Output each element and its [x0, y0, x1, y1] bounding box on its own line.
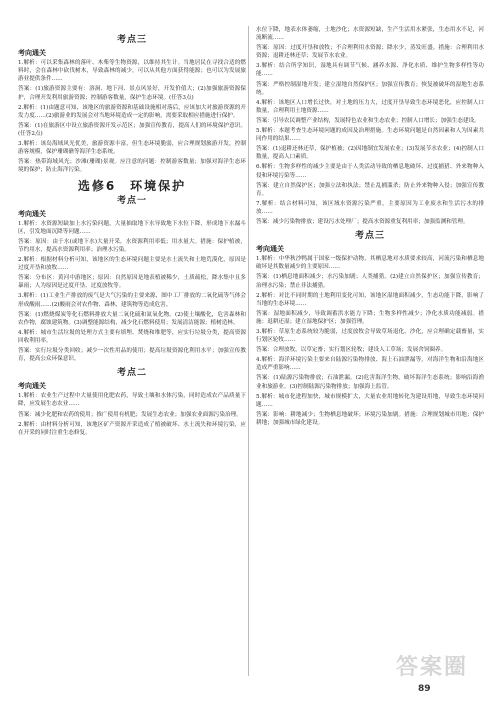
paragraph: 2.解析：根据材料分析可知，该地区的生态环境问题主要是水土流失和土地荒漠化，原因是过度开垦和放牧…… — [18, 257, 246, 272]
section-title: 考点一 — [116, 195, 147, 206]
paragraph: 3.解析：该岛海域风光优美，旅游资源丰富，但生态环境脆弱，应合理规划旅游开发，控制游客规模，保护珊瑚礁等海洋生态系统。 — [18, 141, 246, 156]
right-column — [256, 26, 484, 429]
paragraph: 6.解析：生物多样性的减少主要是由于人类活动导致的栖息地破坏、过度捕猎、外来物种入侵和环境污染等…… — [256, 164, 484, 179]
page-number: 89 — [418, 684, 431, 694]
answer-paragraph: 答案：原因：过度开垦和放牧；不合理利用水资源；降水少，蒸发旺盛。措施：合理利用水资源；退耕还林还草；发展节水农业。 — [256, 45, 484, 60]
paragraph: 1.解析：农业生产过程中大量使用化肥农药，导致土壤和水体污染，同时造成农产品质量下降，应发展生态农业…… — [18, 393, 246, 408]
paragraph: 4.解析：该地区人口增长过快，对土地的压力大，过度开垦导致生态环境恶化，应控制人口数量，合理利用土地资源…… — [256, 99, 484, 114]
paragraph: 1.解析：水资源短缺加上水污染问题，大量抽取地下水导致地下水位下降，形成地下水漏斗区，引发地面沉降等问题…… — [18, 220, 246, 235]
answer-paragraph: 答案：建立自然保护区；加强立法和执法；禁止乱捕滥杀；防止外来物种入侵；加强宣传教育。 — [256, 182, 484, 197]
answer-paragraph: 答案：实行垃圾分类回收；减少一次性用品的使用；提高垃圾资源化利用水平；加强宣传教育，提高公众环保意识。 — [18, 348, 246, 363]
watermark: 答案圈 — [396, 655, 469, 680]
paragraph: 2.解析：对比不同时期的土地利用变化可知，该地区湿地面积减少，生态功能下降，影响了当地的生态环境…… — [256, 292, 484, 307]
answer-paragraph: 答案：(1)退耕还林还草，保护植被；(2)因地制宜发展农业；(3)发展节水农业；(4)控制人口数量，提高人口素质。 — [256, 146, 484, 161]
paragraph: 3.解析：草原生态系统较为脆弱，过度放牧会导致草场退化、沙化，应合理确定载畜量，实行划区轮牧…… — [256, 329, 484, 344]
paragraph: 水位下降，地表水体萎缩，土地沙化；水资源短缺，生产生活用水紧张，生态用水不足，河流断流…… — [256, 27, 484, 42]
answer-paragraph: 答案：(1)陆源污染物排放；石油泄漏。(2)危害海洋生物，破坏海洋生态系统；影响沿海渔业和旅游业。(3)控制陆源污染物排放；加强海上监管。 — [256, 375, 484, 390]
answer-paragraph: 答案：分布区：黄河中游地区；原因：自然原因是地表植被稀少，土质疏松，降水集中且多暴雨；人为原因是过度开垦、过度放牧等。 — [18, 275, 246, 290]
paragraph: 5.解析：城市化进程加快，城市规模扩大，大量农业用地转化为建设用地，导致生态环境问题…… — [256, 393, 484, 408]
paragraph: 5.解析：本题考查生态环境问题的成因及治理措施。生态环境问题是自然因素和人为因素共同作用的结果…… — [256, 128, 484, 143]
paragraph: 4.解析：海洋环境污染主要来自陆源污染物排放、海上石油泄漏等，对海洋生物和沿海地区造成严重影响…… — [256, 357, 484, 372]
answer-paragraph: 答案：影响：耕地减少；生物栖息地破坏；环境污染加剧。措施：合理规划城市用地；保护耕地；加强城市绿化建设。 — [256, 411, 484, 426]
paragraph: 7.解析：结合材料可知，该区域水资源污染严重，主要原因为工业废水和生活污水的排放…… — [256, 200, 484, 215]
subsection-heading: 考向通关 — [18, 49, 46, 58]
chapter-title: 选修6 环境保护 — [77, 179, 187, 194]
section-title: 考点二 — [116, 368, 147, 379]
paragraph: 4.解析：城市生活垃圾的处理方式主要有填埋、焚烧和堆肥等，应实行垃圾分类，提高资源回收利用率。 — [18, 329, 246, 344]
paragraph: 2.解析：(1)由题意可知，该地区的旅游资源和基础设施相对落后，应该加大对旅游资源的开发力度……(2)旅游业的发展会对当地环境造成一定的影响，需要采取相应措施进行保护。 — [18, 104, 246, 119]
answer-paragraph: 答案：减少污染物排放；建设污水处理厂；提高水资源重复利用率；加强监测和管理。 — [256, 218, 469, 225]
subsection-heading: 考向通关 — [256, 245, 284, 254]
paragraph: 3.解析：结合所学知识，湿地具有调节气候、涵养水源、净化水质、维护生物多样性等功能…… — [256, 63, 484, 78]
subsection-heading: 考向通关 — [18, 382, 46, 391]
paragraph: 2.解析：由材料分析可知，该地区矿产资源开采造成了植被破坏、水土流失和环境污染，应在开采的同时注重生态修复。 — [18, 421, 246, 436]
answer-paragraph: 答案：湿地面积减少，导致调蓄洪水能力下降；生物多样性减少；净化水质功能减弱。措施：退耕还湿；建立湿地保护区；加强管理。 — [256, 310, 484, 325]
answer-paragraph: 答案：合理放牧，以草定畜；实行划区轮牧；建设人工草场；发展舍饲圈养。 — [256, 347, 447, 354]
paragraph: 1.解析：中华秋沙鸭属于国家一级保护动物，其栖息地对水质要求较高，河流污染和栖息地破坏是其数量减少的主要原因…… — [256, 256, 484, 271]
answer-paragraph: 答案：(1)在旅游区中设立旅游资源开发示范区；加强宣传教育，提高人们的环境保护意识。(任答2点) — [18, 122, 246, 137]
section-title: 考点三 — [116, 35, 147, 45]
answer-paragraph: 答案：(1)栖息地面积减少；水污染加剧；人类捕猎。(2)建立自然保护区；加强宣传教育；治理水污染；禁止非法捕猎。 — [256, 274, 484, 289]
paragraph: 1.解析：可以采集森林的落叶、木柴等生物资源，以维持其生计。当地居民在寻找合适的燃料时，会在森林中砍伐树木，导致森林的减少，可以从其他方面获得能源；也可以为发展旅游业提供条件…… — [18, 60, 246, 83]
answer-paragraph: 答案：热带海域风光；沙滩(珊瑚)景观。应注意的问题：控制游客数量；加强对海洋生态环境的保护；防止海洋污染。 — [18, 159, 246, 174]
left-column — [18, 30, 246, 439]
answer-paragraph: 答案：引导农民调整产业结构，发展特色农业和生态农业；控制人口增长；加强生态建设。 — [256, 117, 480, 124]
column-divider — [248, 26, 249, 676]
answer-paragraph: 答案：(1)燃烧煤炭等化石燃料排放大量二氧化硫和氮氧化物。(2)使土壤酸化，危害森林和农作物，腐蚀建筑物。(3)调整能源结构，减少化石燃料使用；发展清洁能源；植树造林。 — [18, 311, 246, 326]
answer-paragraph: 答案：原因：由于水(或地下水)大量开采，水资源利用率低；用水量大。措施：保护植被，节约用水，提高水资源利用率；治理水污染。 — [18, 238, 246, 253]
answer-paragraph: 答案：严格控制湿地开发；建立湿地自然保护区；加强宣传教育；恢复被破坏的湿地生态系统。 — [256, 81, 484, 96]
subsection-heading: 考向通关 — [18, 209, 46, 218]
answer-paragraph: 答案：(1)旅游资源主要有：溶洞、地下河、景点风景好，开发价值大；(2)加强旅游资源保护，合理开发利用旅游资源；控制游客数量，保护生态环境。(任答3点) — [18, 86, 246, 101]
section-title: 考点三 — [354, 231, 385, 242]
paragraph: 3.解析：(1)工业生产排放的废气是大气污染的主要来源，图中工厂排放的二氧化硫等气体会形成酸雨……(2)酸雨会对农作物、森林、建筑物等造成危害。 — [18, 293, 246, 308]
answer-paragraph: 答案：减少化肥和农药的使用；推广使用有机肥；发展生态农业；加强农业面源污染治理。 — [18, 411, 242, 418]
